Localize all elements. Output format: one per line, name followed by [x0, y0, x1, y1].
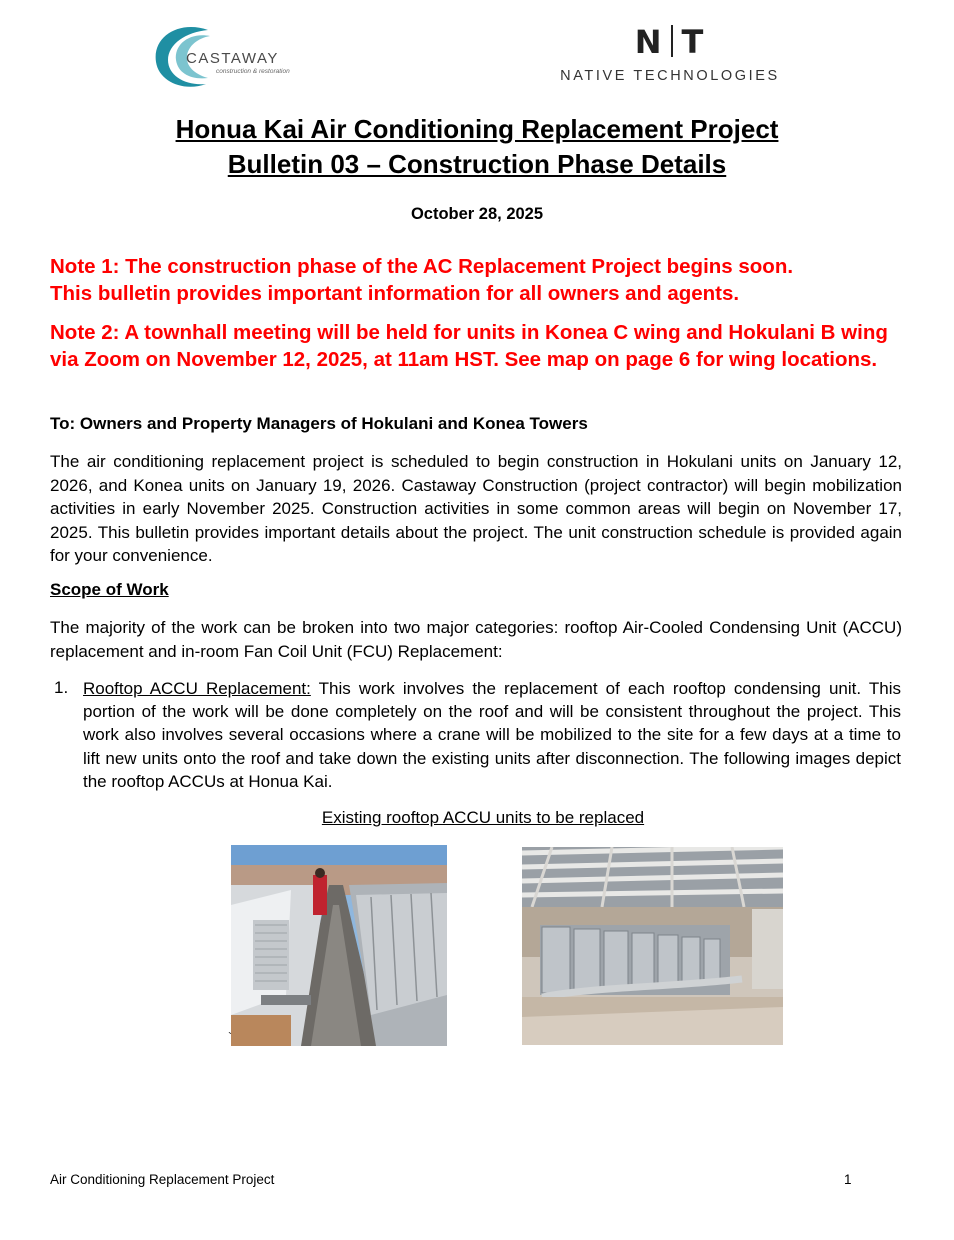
- stray-mark: `: [228, 1030, 232, 1044]
- nt-monogram-t: T: [681, 23, 706, 61]
- nt-monogram: [555, 22, 785, 62]
- addressee-line: To: Owners and Property Managers of Hokulani and Konea Towers: [50, 414, 588, 433]
- list-item-text: This work involves the replacement of each rooftop condensing unit. This portion of the work will be done completely on the roof and will be consistent throughout the project. This work also involves several occasions where a crane will be mobilized to the site for a few days at a time to lift new units onto the roof and take down the existing units after disconnection. The following images depict the rooftop ACCUs at Honua Kai.: [83, 679, 901, 791]
- title-line-1: Honua Kai Air Conditioning Replacement Project: [175, 114, 779, 144]
- list-item-label: Rooftop ACCU Replacement:: [83, 679, 311, 698]
- nt-company-name: NATIVE TECHNOLOGIES: [560, 68, 780, 84]
- page-number: 1: [844, 1172, 852, 1187]
- title-line-2: Bulletin 03 – Construction Phase Details: [227, 149, 727, 179]
- list-item: [83, 677, 901, 793]
- native-technologies-logo: [555, 22, 785, 92]
- note-1: [50, 253, 920, 307]
- figure-caption: Existing rooftop ACCU units to be replaced: [321, 808, 645, 827]
- rooftop-accu-photo-1: [231, 845, 447, 1046]
- castaway-wordmark: CASTAWAY: [186, 50, 279, 67]
- scope-heading: Scope of Work: [50, 580, 169, 599]
- intro-paragraph: The air conditioning replacement project is scheduled to begin construction in Hokulani units on January 12, 2026, and Konea units on January 19, 2026. Castaway Construction (project contractor) will begin mobilization activities in early November 2025. Construction activities in some common areas will begin on November 17, 2025. This bulletin provides important details about the project. The unit construction schedule is provided again for your convenience.: [50, 452, 902, 565]
- note-1-line-2: This bulletin provides important information for all owners and agents.: [50, 282, 740, 305]
- note-2: Note 2: A townhall meeting will be held for units in Konea C wing and Hokulani B wing via Zoom on November 12, 2025, at 11am HST. See map on page 6 for wing locations.: [50, 321, 888, 371]
- castaway-tagline: construction & restoration: [216, 68, 290, 75]
- nt-monogram-n: N: [634, 23, 664, 61]
- list-item-number: 1.: [54, 678, 69, 697]
- scope-paragraph: The majority of the work can be broken into two major categories: rooftop Air-Cooled Condensing Unit (ACCU) replacement and in-room Fan Coil Unit (FCU) Replacement:: [50, 618, 902, 661]
- document-title: [0, 112, 954, 182]
- bulletin-date: October 28, 2025: [410, 205, 544, 223]
- nt-divider: [671, 25, 673, 57]
- note-1-line-1: Note 1: The construction phase of the AC Replacement Project begins soon.: [50, 255, 794, 278]
- footer-project-name: Air Conditioning Replacement Project: [50, 1172, 275, 1187]
- castaway-logo: [150, 22, 290, 94]
- rooftop-accu-photo-2: [522, 847, 783, 1045]
